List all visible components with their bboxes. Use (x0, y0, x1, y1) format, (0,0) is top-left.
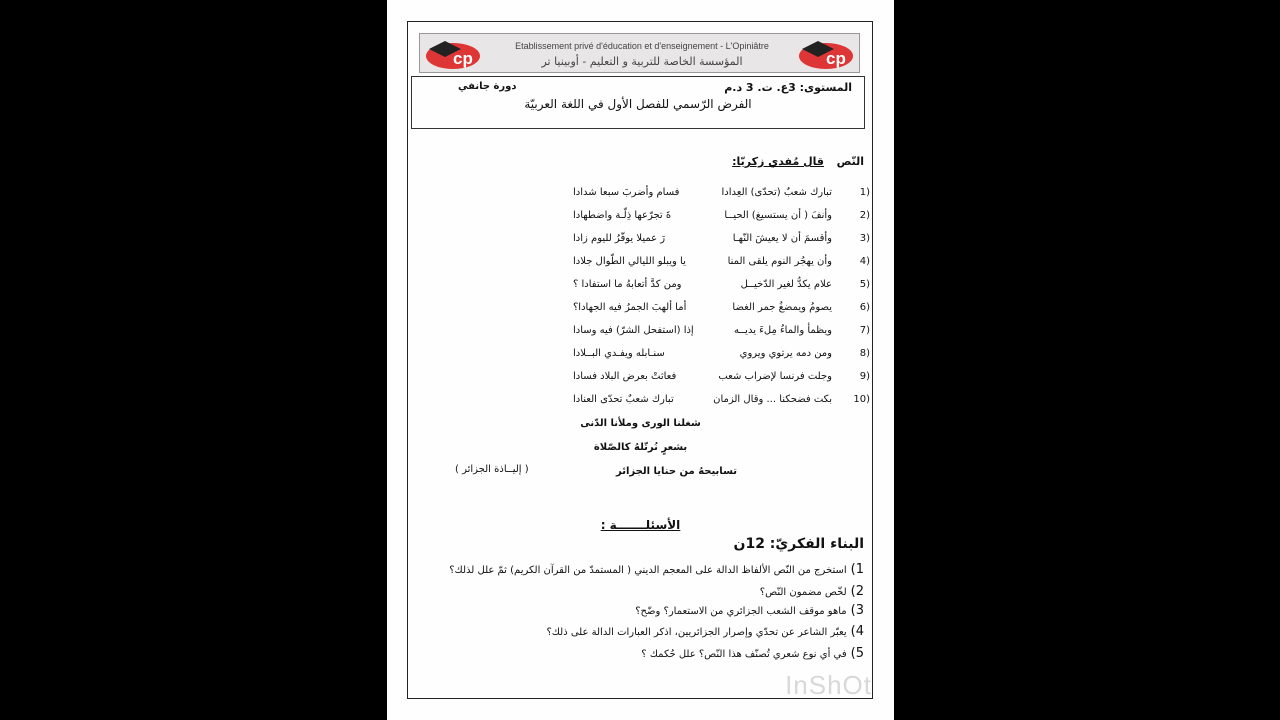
school-name-french: Etablissement privé d'éducation et d'enseignement - L'Opiniâtre (515, 41, 769, 51)
school-logo-icon (423, 37, 483, 71)
poem-author: قال مُفدي زكريّا: (732, 155, 824, 168)
question-item (760, 584, 864, 599)
questions-title: الأسئلـــــــة : (600, 518, 681, 532)
verse-first-hemistich: وأنفَ ( أن يستسيغ) الحيــا (724, 210, 832, 221)
verse-first-hemistich: بكت فضحكنا ... وقال الزمان (713, 394, 832, 405)
question-item (546, 624, 864, 639)
question-text: في أي نوع شعري تُصنّف هذا النّص؟ علل حُكمك ؟ (641, 649, 847, 660)
verse-second-hemistich: ومن كدَّ أتعابهُ ما استفادا ؟ (573, 279, 682, 290)
verse-number: 7) (859, 325, 870, 336)
verse-number: 4) (859, 256, 870, 267)
svg-text:cp: cp (826, 49, 846, 68)
verse-first-hemistich: ومن دمه يرتوي ويروي (739, 348, 832, 359)
exam-info-box (411, 76, 865, 129)
verse-number: 10) (853, 394, 870, 405)
verse-second-hemistich: فسام وأضربَ سبعا شدادا (573, 187, 680, 198)
verse-second-hemistich: أما ألهبَ الجمرُ فيه الجهادا؟ (573, 302, 687, 313)
section-title: البناء الفكريّ: 12ن (733, 536, 864, 552)
verse-first-hemistich: علام يكدُّ لغير الدّخيــل (740, 279, 832, 290)
question-number: 3) (850, 603, 864, 618)
verse-first-hemistich: وأقسمَ أن لا يعيشَ النّهـا (732, 233, 832, 244)
question-number: 5) (850, 646, 864, 661)
question-number: 4) (850, 624, 864, 639)
verse-second-hemistich: إذا (استفحل الشرّ) فيه وسادا (573, 325, 694, 336)
verse-second-hemistich: فعاثتْ بعرض البلاد فسادا (573, 371, 677, 382)
verse-number: 9) (859, 371, 870, 382)
question-text: يعبّر الشاعر عن تحدّي وإصرار الجزائريين، اذكر العبارات الدالة على ذلك؟ (546, 627, 847, 638)
school-header (419, 33, 860, 73)
verse-number: 3) (859, 233, 870, 244)
school-logo-icon (796, 37, 856, 71)
question-item (641, 646, 864, 661)
verse-first-hemistich: وجلت فرنسا لإضراب شعب (718, 371, 832, 382)
verse-first-hemistich: وأن يهجُر النوم يلقى المنا (727, 256, 832, 267)
question-item (449, 562, 864, 577)
verse-second-hemistich: يا ويبلو الليالي الطّوال جلادا (573, 256, 686, 267)
verse-number: 1) (859, 187, 870, 198)
question-text: لخّص مضمون النّص؟ (759, 587, 847, 598)
app-watermark: InShOt (785, 670, 872, 700)
verse-number: 8) (859, 348, 870, 359)
verse-first-hemistich: ويظمأ والماءُ مِلءَ يديــه (733, 325, 832, 336)
poem-source: ( إليــاذة الجزائر ) (455, 464, 529, 475)
verse-number: 2) (859, 210, 870, 221)
closing-verse-line: بشعرٍ نُرتّلهُ كالصّلاة (593, 442, 688, 453)
svg-text:cp: cp (453, 49, 473, 68)
verse-second-hemistich: سنـابله ويفـدي البــلادا (573, 348, 665, 359)
question-text: استخرج من النّص الألفاظ الدالة على المعجم الديني ( المستمدّ من القرآن الكريم) ثمّ علل لذلك؟ (449, 565, 847, 576)
question-number: 2) (850, 584, 864, 599)
question-text: ماهو موقف الشعب الجزائري من الاستعمار؟ وضّح؟ (635, 606, 847, 617)
text-section-label: النّص (836, 155, 864, 168)
closing-verse-line: شغلنا الورى وملأنا الدّنى (580, 418, 701, 429)
verse-second-hemistich: ةَ تجرّعها ذِلّـة واضطهادا (573, 210, 672, 221)
exam-title: الفرض الرّسمي للفصل الأول في اللغة العربيّة (524, 97, 752, 111)
exam-page (387, 0, 894, 720)
closing-verse-line: تسابيحهُ من حنايا الجزائر (616, 466, 737, 477)
verse-first-hemistich: تبارك شعبٌ (تحدّى) العِدادا (721, 187, 832, 198)
verse-second-hemistich: رَ عميلا يوفّرُ لليوم زادا (573, 233, 666, 244)
class-level: المستوى: 3ع. ت. 3 د.م (724, 81, 852, 94)
school-name-arabic: المؤسسة الخاصة للتربية و التعليم - أوبينيا تر (541, 55, 743, 68)
question-item (635, 603, 864, 618)
exam-session: دورة جانفي (458, 81, 517, 92)
verse-number: 6) (859, 302, 870, 313)
question-number: 1) (850, 562, 864, 577)
verse-number: 5) (859, 279, 870, 290)
verse-second-hemistich: تبارك شعبٌ تحدّى العنادا (573, 394, 674, 405)
verse-first-hemistich: يصومُ ويمضغُ جمر الغضا (732, 302, 832, 313)
